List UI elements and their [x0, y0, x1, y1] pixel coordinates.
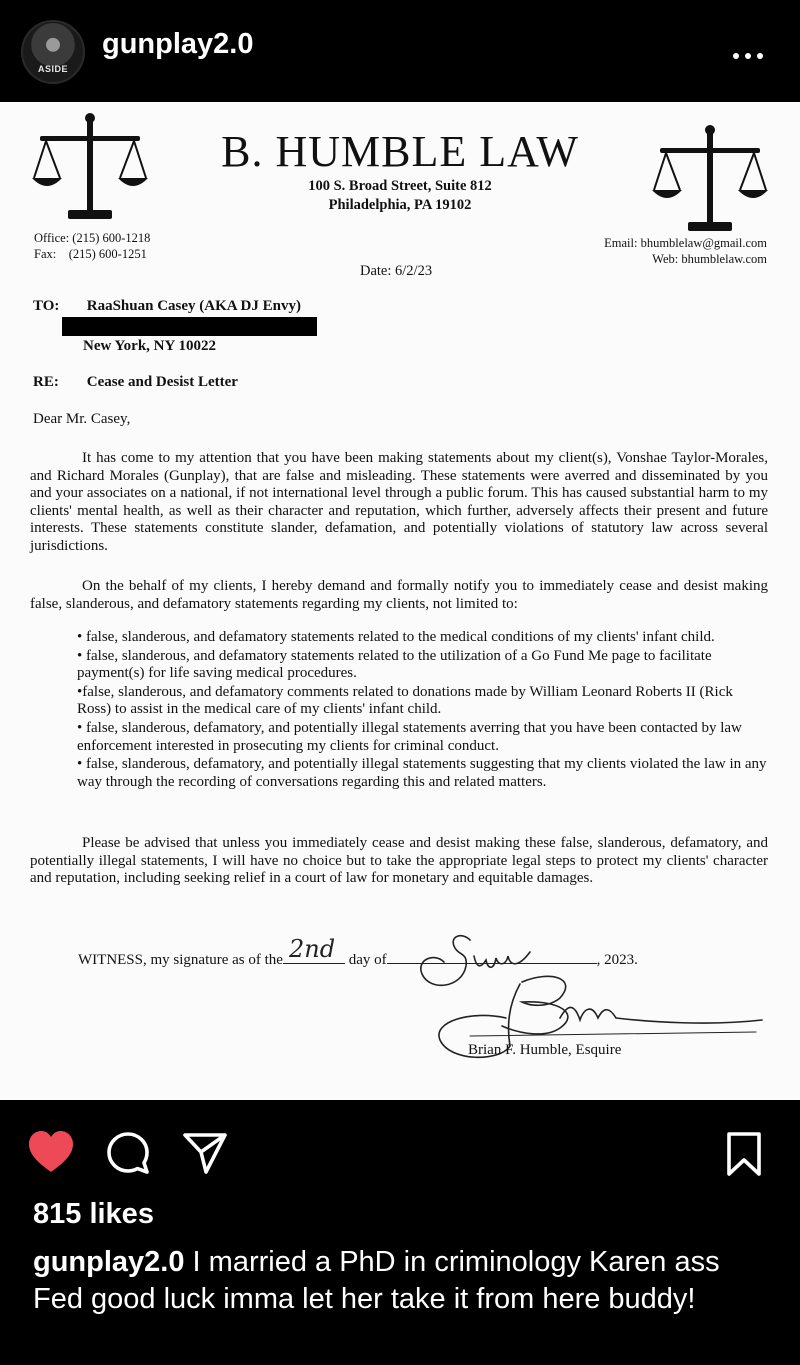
firm-email: Email: bhumblelaw@gmail.com [604, 236, 767, 250]
post-username[interactable]: gunplay2.0 [102, 28, 254, 60]
list-item: • false, slanderous, and defamatory statements related to the utilization of a Go Fund Me page to facilitate payment(s) for life saving medical procedures. [77, 647, 712, 682]
post-actions-area [0, 1100, 800, 1365]
list-item: • false, slanderous, defamatory, and potentially illegal statements suggesting that my clients violated the law in any way through the recording of conversations regarding this and related matters. [77, 756, 767, 790]
letter-image[interactable] [0, 102, 800, 1100]
firm-name: B. HUMBLE LAW [221, 127, 579, 176]
likes-count[interactable]: 815 likes [33, 1198, 154, 1230]
paragraph-3: Please be advised that unless you immediately cease and desist making these false, slanderous, defamatory, and potentially illegal statements, I will have no choice but to take the appropriate legal steps to protect my clients' character and reputation, including seeking relief in a court of law for monetary and equitable damages. [30, 835, 768, 887]
list-item: •false, slanderous, and defamatory comments related to donations made by William Leonard Roberts II (Rick Ross) to assist in the medical care of my clients' infant child. [77, 683, 733, 718]
paragraph-1: It has come to my attention that you have been making statements about my client(s), Vonshae Taylor-Morales, and Richard Morales (Gunplay), that are false and misleading. These statements were averred and disseminated by you and your associates on a national, if not international level through a public forum. This has caused substantial harm to my clients' mental health, as well as their character and reputation, which further, adversely affects their present and future interests. These statements constitute slander, defamation, and potentially violations of statutory law across several jurisdictions. [30, 450, 768, 554]
demand-list [77, 629, 767, 792]
firm-address-line1: 100 S. Broad Street, Suite 812 [308, 178, 492, 194]
bookmark-icon[interactable] [722, 1130, 766, 1178]
post-header [0, 0, 800, 102]
more-options-icon[interactable] [733, 46, 775, 56]
handwritten-day: 2nd [288, 935, 336, 963]
firm-web-block [560, 235, 767, 267]
firm-address-line2: Philadelphia, PA 19102 [328, 197, 472, 213]
re-label: RE: [33, 374, 59, 390]
list-item: • false, slanderous, defamatory, and potentially illegal statements averring that you have been contacted by law enforcement interested in prosecuting my clients for criminal conduct. [77, 719, 742, 754]
firm-phone-block [34, 230, 150, 262]
paragraph-2: On the behalf of my clients, I hereby demand and formally notify you to immediately cease and desist making false, slanderous, and defamatory statements regarding my clients, not limited to: [30, 578, 768, 612]
fax-number: Fax: (215) 600-1251 [34, 247, 147, 261]
recipient-row [33, 298, 301, 315]
caption-text: I married a PhD in criminology Karen ass Fed good luck imma let her take it from here buddy! [33, 1246, 720, 1315]
avatar[interactable] [21, 20, 85, 84]
post-caption [33, 1244, 773, 1318]
witness-suffix: , 2023. [596, 952, 638, 968]
subject-row [33, 374, 238, 391]
office-phone: Office: (215) 600-1218 [34, 231, 151, 245]
firm-website: Web: bhumblelaw.com [652, 252, 767, 266]
witness-prefix: WITNESS, my signature as of the [78, 952, 283, 968]
subject-text: Cease and Desist Letter [86, 374, 238, 390]
signer-name: Brian F. Humble, Esquire [468, 1042, 622, 1058]
witness-mid: day of [344, 952, 387, 968]
redacted-address [62, 317, 317, 336]
avatar-label: ASIDE [37, 64, 68, 74]
letter-date: Date: 6/2/23 [360, 263, 433, 279]
list-item: • false, slanderous, and defamatory statements related to the medical conditions of my clients' infant child. [77, 629, 715, 645]
day-blank [283, 935, 345, 964]
share-icon[interactable] [182, 1130, 228, 1176]
caption-username[interactable]: gunplay2.0 [33, 1246, 185, 1278]
recipient-name: RaaShuan Casey (AKA DJ Envy) [86, 298, 301, 314]
heart-icon[interactable] [27, 1130, 75, 1174]
comment-icon[interactable] [105, 1130, 151, 1176]
recipient-city: New York, NY 10022 [83, 338, 217, 354]
to-label: TO: [33, 298, 60, 314]
greeting: Dear Mr. Casey, [33, 411, 131, 427]
